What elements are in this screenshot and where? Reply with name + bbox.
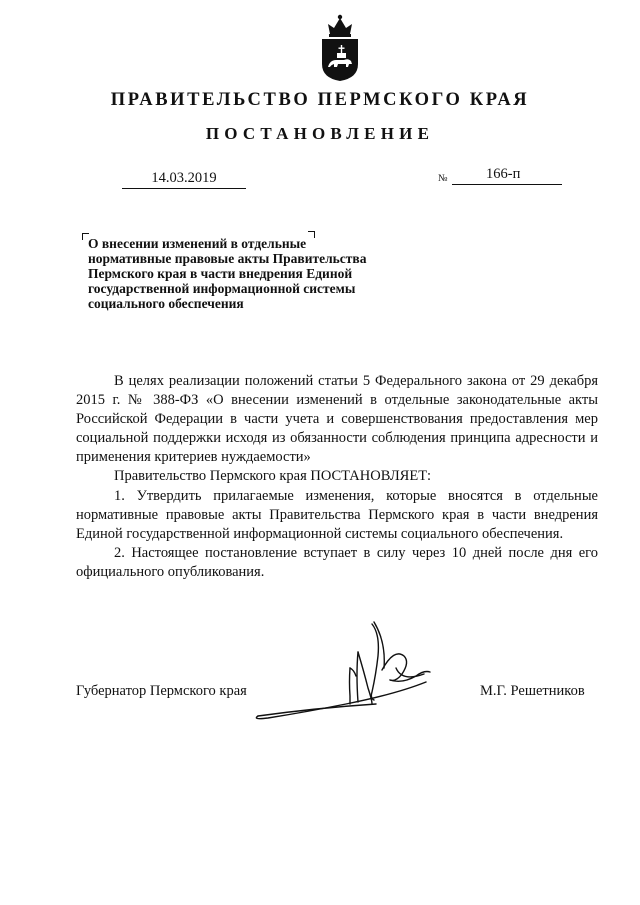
body-paragraph-resolves: Правительство Пермского края ПОСТАНОВЛЯЕТ: bbox=[114, 468, 432, 485]
signer-position: Губернатор Пермского края bbox=[76, 683, 247, 699]
body-paragraph-item-2: 2. Настоящее постановление вступает в силу через 10 дней после дня его официального опубликования. bbox=[76, 544, 598, 580]
document-number-field bbox=[452, 166, 562, 185]
document-subject: О внесении изменений в отдельные нормативные правовые акты Правительства Пермского края в части внедрения Единой государственной информационной системы социального обеспечения bbox=[88, 236, 367, 311]
document-date: 14.03.2019 bbox=[122, 170, 246, 189]
government-name: ПРАВИТЕЛЬСТВО ПЕРМСКОГО КРАЯ bbox=[110, 90, 530, 110]
handwritten-signature bbox=[246, 612, 476, 736]
document-number: 166-п bbox=[486, 166, 521, 182]
body-paragraph-item-1: 1. Утвердить прилагаемые изменения, которые вносятся в отдельные нормативные правовые акты Правительства Пермского края в части внедрения Единой государственной информационной системы социального обеспечения. bbox=[76, 487, 598, 542]
document-body bbox=[76, 372, 598, 582]
signer-name: М.Г. Решетников bbox=[480, 683, 585, 699]
number-label: № bbox=[438, 173, 448, 184]
perm-krai-coat-of-arms-icon bbox=[318, 12, 362, 82]
document-type: ПОСТАНОВЛЕНИЕ bbox=[205, 124, 435, 143]
body-paragraph-preamble: В целях реализации положений статьи 5 Федерального закона от 29 декабря 2015 г. № 388-ФЗ «О внесении изменений в отдельные законодательные акты Российской Федерации в части учета и совершенствования предоставления мер социальной поддержки исходя из обязанности соблюдения принципа адресности и применения критериев нуждаемости» bbox=[76, 373, 598, 466]
